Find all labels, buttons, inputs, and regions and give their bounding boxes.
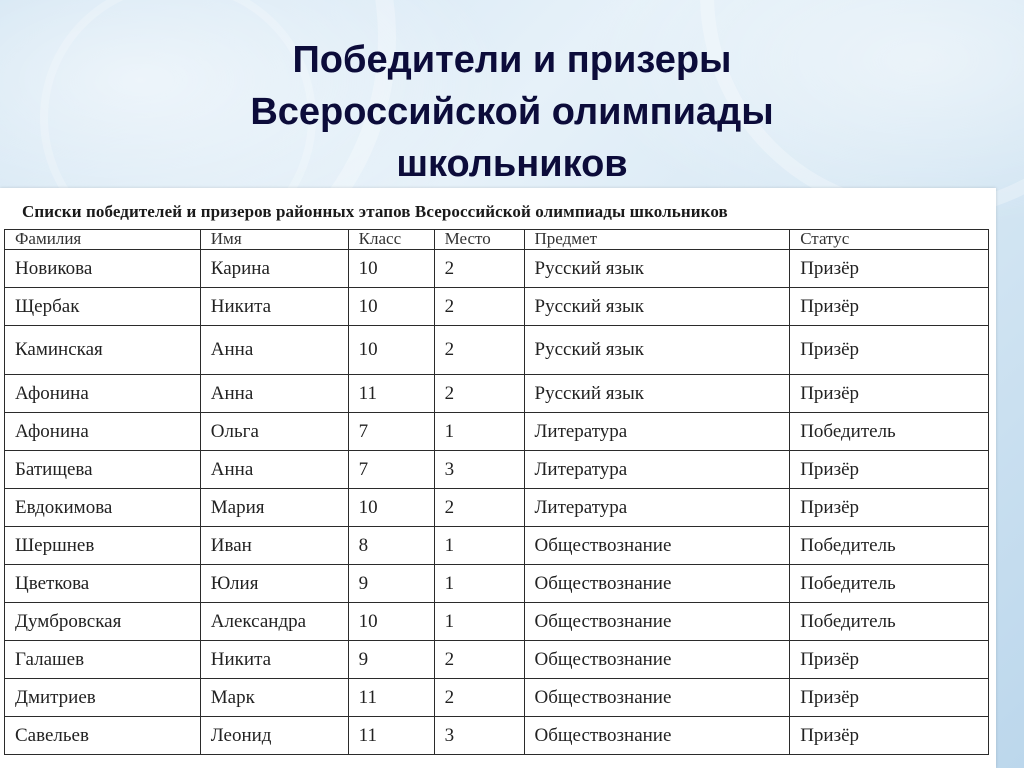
- cell-grade: 7: [348, 413, 434, 451]
- cell-subject: Литература: [524, 451, 790, 489]
- column-header-surname: Фамилия: [5, 230, 201, 250]
- cell-place: 1: [434, 565, 524, 603]
- column-header-subject: Предмет: [524, 230, 790, 250]
- column-header-name: Имя: [200, 230, 348, 250]
- cell-place: 2: [434, 326, 524, 375]
- table-row: [5, 641, 989, 679]
- cell-name: Леонид: [200, 717, 348, 755]
- cell-surname: Шершнев: [5, 527, 201, 565]
- cell-surname: Думбровская: [5, 603, 201, 641]
- table-row: [5, 603, 989, 641]
- cell-surname: Щербак: [5, 288, 201, 326]
- table-row: [5, 413, 989, 451]
- cell-status: Призёр: [790, 288, 989, 326]
- cell-subject: Обществознание: [524, 717, 790, 755]
- cell-place: 2: [434, 250, 524, 288]
- slide-title-line: Победители и призеры: [292, 39, 732, 81]
- cell-name: Марк: [200, 679, 348, 717]
- cell-status: Победитель: [790, 413, 989, 451]
- column-header-status: Статус: [790, 230, 989, 250]
- cell-name: Никита: [200, 288, 348, 326]
- cell-grade: 10: [348, 326, 434, 375]
- cell-place: 1: [434, 527, 524, 565]
- cell-place: 3: [434, 451, 524, 489]
- cell-surname: Батищева: [5, 451, 201, 489]
- cell-status: Победитель: [790, 603, 989, 641]
- cell-place: 2: [434, 641, 524, 679]
- cell-surname: Новикова: [5, 250, 201, 288]
- cell-subject: Обществознание: [524, 679, 790, 717]
- slide-title-line: школьников: [396, 143, 628, 185]
- cell-status: Призёр: [790, 717, 989, 755]
- cell-place: 2: [434, 288, 524, 326]
- table-row: [5, 717, 989, 755]
- cell-name: Ольга: [200, 413, 348, 451]
- table-row: [5, 288, 989, 326]
- cell-status: Призёр: [790, 679, 989, 717]
- table-row: [5, 326, 989, 375]
- cell-subject: Русский язык: [524, 288, 790, 326]
- cell-subject: Обществознание: [524, 527, 790, 565]
- table-header-row: [5, 230, 989, 250]
- cell-subject: Обществознание: [524, 641, 790, 679]
- cell-surname: Дмитриев: [5, 679, 201, 717]
- cell-name: Карина: [200, 250, 348, 288]
- cell-place: 1: [434, 413, 524, 451]
- cell-name: Иван: [200, 527, 348, 565]
- cell-grade: 9: [348, 565, 434, 603]
- cell-grade: 7: [348, 451, 434, 489]
- table-row: [5, 679, 989, 717]
- cell-status: Призёр: [790, 489, 989, 527]
- cell-surname: Галашев: [5, 641, 201, 679]
- results-table-body: [5, 250, 989, 755]
- cell-subject: Литература: [524, 413, 790, 451]
- cell-name: Юлия: [200, 565, 348, 603]
- document-caption: Списки победителей и призеров районных этапов Всероссийской олимпиады школьников: [22, 202, 728, 221]
- cell-status: Призёр: [790, 451, 989, 489]
- cell-grade: 8: [348, 527, 434, 565]
- cell-place: 2: [434, 489, 524, 527]
- cell-grade: 10: [348, 288, 434, 326]
- column-header-place: Место: [434, 230, 524, 250]
- table-row: [5, 527, 989, 565]
- slide-title: [0, 34, 1024, 190]
- table-row: [5, 375, 989, 413]
- cell-subject: Русский язык: [524, 326, 790, 375]
- cell-grade: 10: [348, 250, 434, 288]
- cell-place: 2: [434, 679, 524, 717]
- cell-grade: 10: [348, 489, 434, 527]
- cell-place: 3: [434, 717, 524, 755]
- cell-grade: 10: [348, 603, 434, 641]
- cell-grade: 9: [348, 641, 434, 679]
- cell-subject: Обществознание: [524, 603, 790, 641]
- cell-surname: Цветкова: [5, 565, 201, 603]
- cell-surname: Каминская: [5, 326, 201, 375]
- cell-subject: Русский язык: [524, 375, 790, 413]
- cell-surname: Евдокимова: [5, 489, 201, 527]
- cell-status: Победитель: [790, 527, 989, 565]
- cell-name: Анна: [200, 375, 348, 413]
- cell-status: Призёр: [790, 641, 989, 679]
- cell-surname: Савельев: [5, 717, 201, 755]
- cell-place: 1: [434, 603, 524, 641]
- cell-grade: 11: [348, 375, 434, 413]
- table-row: [5, 565, 989, 603]
- results-table: [4, 229, 989, 755]
- cell-surname: Афонина: [5, 375, 201, 413]
- cell-subject: Обществознание: [524, 565, 790, 603]
- cell-status: Призёр: [790, 326, 989, 375]
- table-row: [5, 451, 989, 489]
- cell-place: 2: [434, 375, 524, 413]
- slide-title-line: Всероссийской олимпиады: [250, 91, 774, 133]
- cell-name: Александра: [200, 603, 348, 641]
- cell-status: Призёр: [790, 250, 989, 288]
- cell-grade: 11: [348, 679, 434, 717]
- document-image: [0, 188, 996, 768]
- cell-name: Анна: [200, 326, 348, 375]
- cell-subject: Русский язык: [524, 250, 790, 288]
- table-row: [5, 250, 989, 288]
- column-header-grade: Класс: [348, 230, 434, 250]
- cell-status: Призёр: [790, 375, 989, 413]
- table-row: [5, 489, 989, 527]
- cell-grade: 11: [348, 717, 434, 755]
- cell-surname: Афонина: [5, 413, 201, 451]
- cell-name: Никита: [200, 641, 348, 679]
- cell-name: Мария: [200, 489, 348, 527]
- cell-status: Победитель: [790, 565, 989, 603]
- cell-name: Анна: [200, 451, 348, 489]
- cell-subject: Литература: [524, 489, 790, 527]
